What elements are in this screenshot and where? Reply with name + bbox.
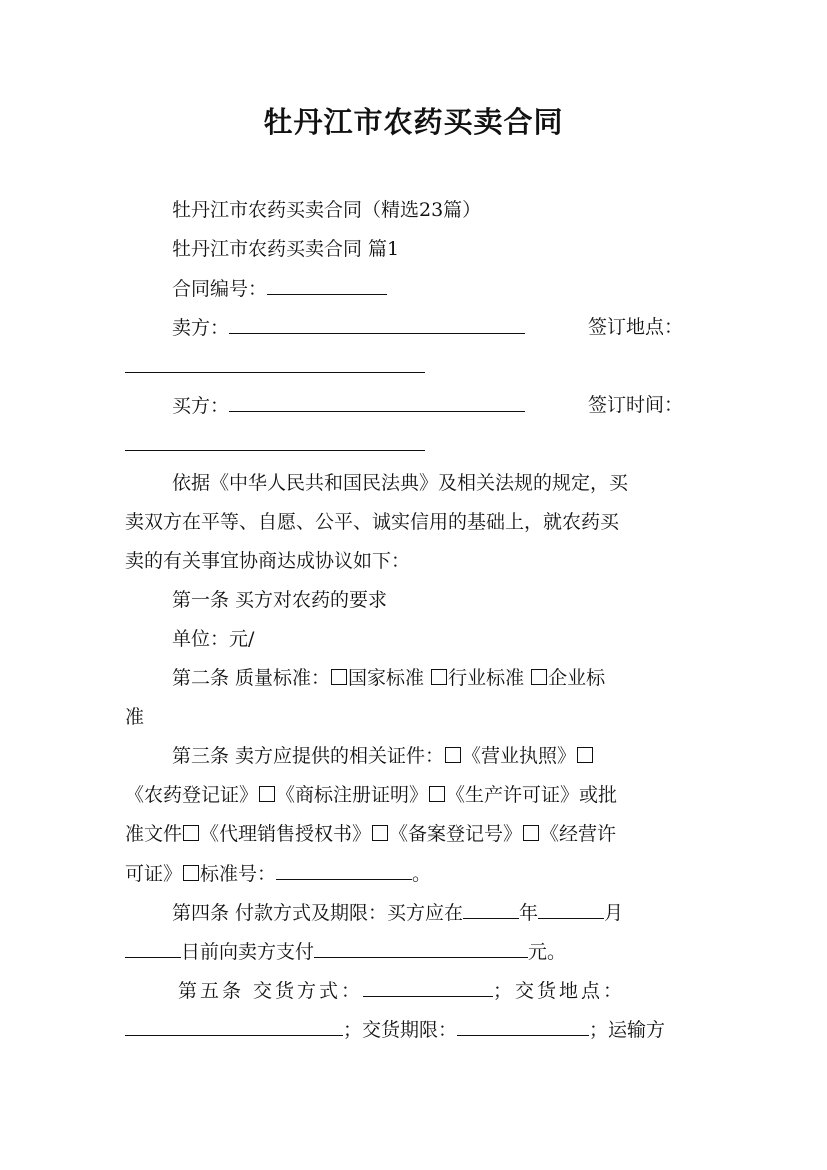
sign-place-label: 签订地点： xyxy=(588,316,684,338)
section-heading: 牡丹江市农药买卖合同 篇1 xyxy=(172,238,400,260)
standard-number-blank xyxy=(276,859,412,880)
article-3-line-4: 可证》 标准号： 。 xyxy=(125,859,431,888)
checkbox-icon xyxy=(372,825,388,841)
checkbox-icon xyxy=(183,825,199,841)
article-4-line-1: 第四条 付款方式及期限：买方应在 年 月 xyxy=(172,898,623,927)
checkbox-icon xyxy=(577,747,593,763)
sign-place-line xyxy=(125,352,425,381)
year-blank xyxy=(463,898,519,919)
checkbox-icon xyxy=(445,747,461,763)
delivery-place-blank xyxy=(125,1015,343,1036)
amount-blank xyxy=(314,937,528,958)
article-4-line-2: 日前向卖方支付 元。 xyxy=(125,937,566,966)
article-3-line-1: 第三条 卖方应提供的相关证件： 《营业执照》 xyxy=(172,742,594,770)
checkbox-icon xyxy=(431,669,447,685)
contract-number-line: 合同编号： xyxy=(172,274,387,303)
seller-blank xyxy=(229,313,525,334)
sign-time-line xyxy=(125,430,425,459)
unit-line: 单位：元/ xyxy=(172,628,255,650)
article-5-line-1: 第五条 交货方式： ；交货地点： xyxy=(178,976,625,1005)
delivery-method-blank xyxy=(363,976,493,997)
article-3-line-3: 准文件 《代理销售授权书》 《备案登记号》 《经营许 xyxy=(125,823,617,845)
seller-line: 卖方： xyxy=(172,313,525,342)
checkbox-icon xyxy=(331,669,347,685)
paragraph-line: 卖的有关事宜协商达成协议如下： xyxy=(125,550,411,572)
paragraph-line: 卖双方在平等、自愿、公平、诚实信用的基础上，就农药买 xyxy=(125,511,620,533)
article-5-line-2: ；交货期限： ；运输方 xyxy=(125,1015,665,1044)
sign-time-label: 签订时间： xyxy=(588,394,684,416)
paragraph-line: 依据《中华人民共和国民法典》及相关法规的规定，买 xyxy=(172,472,629,494)
delivery-period-blank xyxy=(457,1015,589,1036)
article-2-line: 第二条 质量标准： 国家标准 行业标准 企业标 xyxy=(172,667,606,689)
contract-number-blank xyxy=(267,274,387,295)
buyer-blank xyxy=(229,391,525,412)
document-title: 牡丹江市农药买卖合同 xyxy=(263,105,564,139)
article-2-continued: 准 xyxy=(125,706,145,728)
checkbox-icon xyxy=(523,825,539,841)
sign-place-blank xyxy=(125,352,425,373)
checkbox-icon xyxy=(531,669,547,685)
checkbox-icon xyxy=(259,786,275,802)
article-1: 第一条 买方对农药的要求 xyxy=(172,589,388,611)
article-3-line-2: 《农药登记证》 《商标注册证明》 《生产许可证》或批 xyxy=(125,784,618,806)
subtitle-line: 牡丹江市农药买卖合同（精选23篇） xyxy=(172,199,482,221)
day-blank xyxy=(125,937,181,958)
checkbox-icon xyxy=(183,865,199,881)
checkbox-icon xyxy=(429,786,445,802)
month-blank xyxy=(538,898,604,919)
buyer-line: 买方： xyxy=(172,391,525,420)
sign-time-blank xyxy=(125,430,425,451)
